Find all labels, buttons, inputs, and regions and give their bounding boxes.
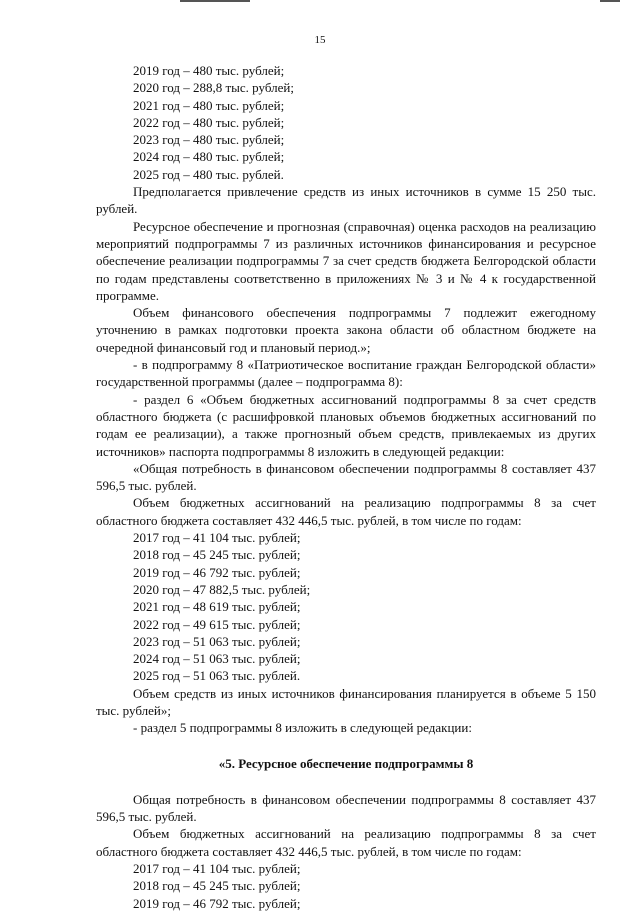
year-line: 2017 год – 41 104 тыс. рублей; <box>133 861 301 877</box>
scan-edge-mark <box>600 0 620 2</box>
paragraph-other-sources: Предполагается привлечение средств из иных источников в сумме 15 250 тыс. рублей. <box>96 184 596 217</box>
paragraph-other-sources-8: Объем средств из иных источников финансирования планируется в объеме 5 150 тыс. рублей»; <box>96 685 596 718</box>
year-line: 2019 год – 46 792 тыс. рублей; <box>133 564 301 580</box>
paragraph-resource-support: Ресурсное обеспечение и прогнозная (справочная) оценка расходов на реализацию мероприятий подпрограммы 7 из различных источников финансирования и ресурсное обеспечение реализации подпрограммы 7 за счет средств бюджета Белгородской области по годам представлены соответственно в приложениях № 3 и № 4 к государственной программе. <box>96 218 596 303</box>
paragraph-total-need-2: Общая потребность в финансовом обеспечении подпрограммы 8 составляет 437 596,5 тыс. рублей. <box>96 791 596 825</box>
year-line: 2019 год – 46 792 тыс. рублей; <box>133 895 301 911</box>
year-line: 2023 год – 51 063 тыс. рублей; <box>133 633 301 649</box>
year-line: 2018 год – 45 245 тыс. рублей; <box>133 878 301 894</box>
paragraph-budget-allocations: Объем бюджетных ассигнований на реализацию подпрограммы 8 за счет областного бюджета составляет 432 446,5 тыс. рублей, в том числе по годам: <box>96 495 596 528</box>
year-line: 2020 год – 47 882,5 тыс. рублей; <box>133 581 311 597</box>
paragraph-financing-volume: Объем финансового обеспечения подпрограммы 7 подлежит ежегодному уточнению в рамках подготовки проекта закона области об областном бюджете на очередной финансовый год и плановый период.»; <box>96 305 596 355</box>
year-line: 2024 год – 51 063 тыс. рублей; <box>133 651 301 667</box>
year-list-subprogram-7 <box>96 62 596 183</box>
section-heading: «5. Ресурсное обеспечение подпрограммы 8 <box>218 755 474 771</box>
paragraph-total-need: «Общая потребность в финансовом обеспечении подпрограммы 8 составляет 437 596,5 тыс. рублей. <box>96 460 596 494</box>
year-list-subprogram-8 <box>96 529 596 685</box>
paragraph-section-5: - раздел 5 подпрограммы 8 изложить в следующей редакции: <box>133 720 472 736</box>
year-line: 2025 год – 480 тыс. рублей. <box>133 166 284 182</box>
document-body <box>96 62 596 912</box>
year-line: 2019 год – 480 тыс. рублей; <box>133 63 285 78</box>
year-line: 2020 год – 288,8 тыс. рублей; <box>133 80 294 96</box>
year-list-section-5 <box>96 860 596 912</box>
scan-edge-mark <box>180 0 250 2</box>
page-number: 15 <box>314 34 326 46</box>
year-line: 2017 год – 41 104 тыс. рублей; <box>133 530 301 546</box>
year-line: 2025 год – 51 063 тыс. рублей. <box>133 668 301 684</box>
year-line: 2024 год – 480 тыс. рублей; <box>133 149 285 165</box>
year-line: 2022 год – 49 615 тыс. рублей; <box>133 616 301 632</box>
year-line: 2023 год – 480 тыс. рублей; <box>133 132 285 148</box>
paragraph-budget-allocations-2: Объем бюджетных ассигнований на реализацию подпрограммы 8 за счет областного бюджета составляет 432 446,5 тыс. рублей, в том числе по годам: <box>96 826 596 859</box>
year-line: 2022 год – 480 тыс. рублей; <box>133 114 285 130</box>
year-line: 2018 год – 45 245 тыс. рублей; <box>133 547 301 563</box>
year-line: 2021 год – 48 619 тыс. рублей; <box>133 599 301 615</box>
paragraph-subprogram-8: - в подпрограмму 8 «Патриотическое воспитание граждан Белгородской области» государственной программы (далее – подпрограмма 8): <box>96 357 596 390</box>
paragraph-section-6: - раздел 6 «Объем бюджетных ассигнований подпрограммы 8 за счет средств областного бюджета (с расшифровкой плановых объемов бюджетных ассигнований по годам ее реализации), а также прогнозный объем средств, привлекаемых из других источников» паспорта подпрограммы 8 изложить в следующей редакции: <box>96 391 596 459</box>
year-line: 2021 год – 480 тыс. рублей; <box>133 97 285 113</box>
